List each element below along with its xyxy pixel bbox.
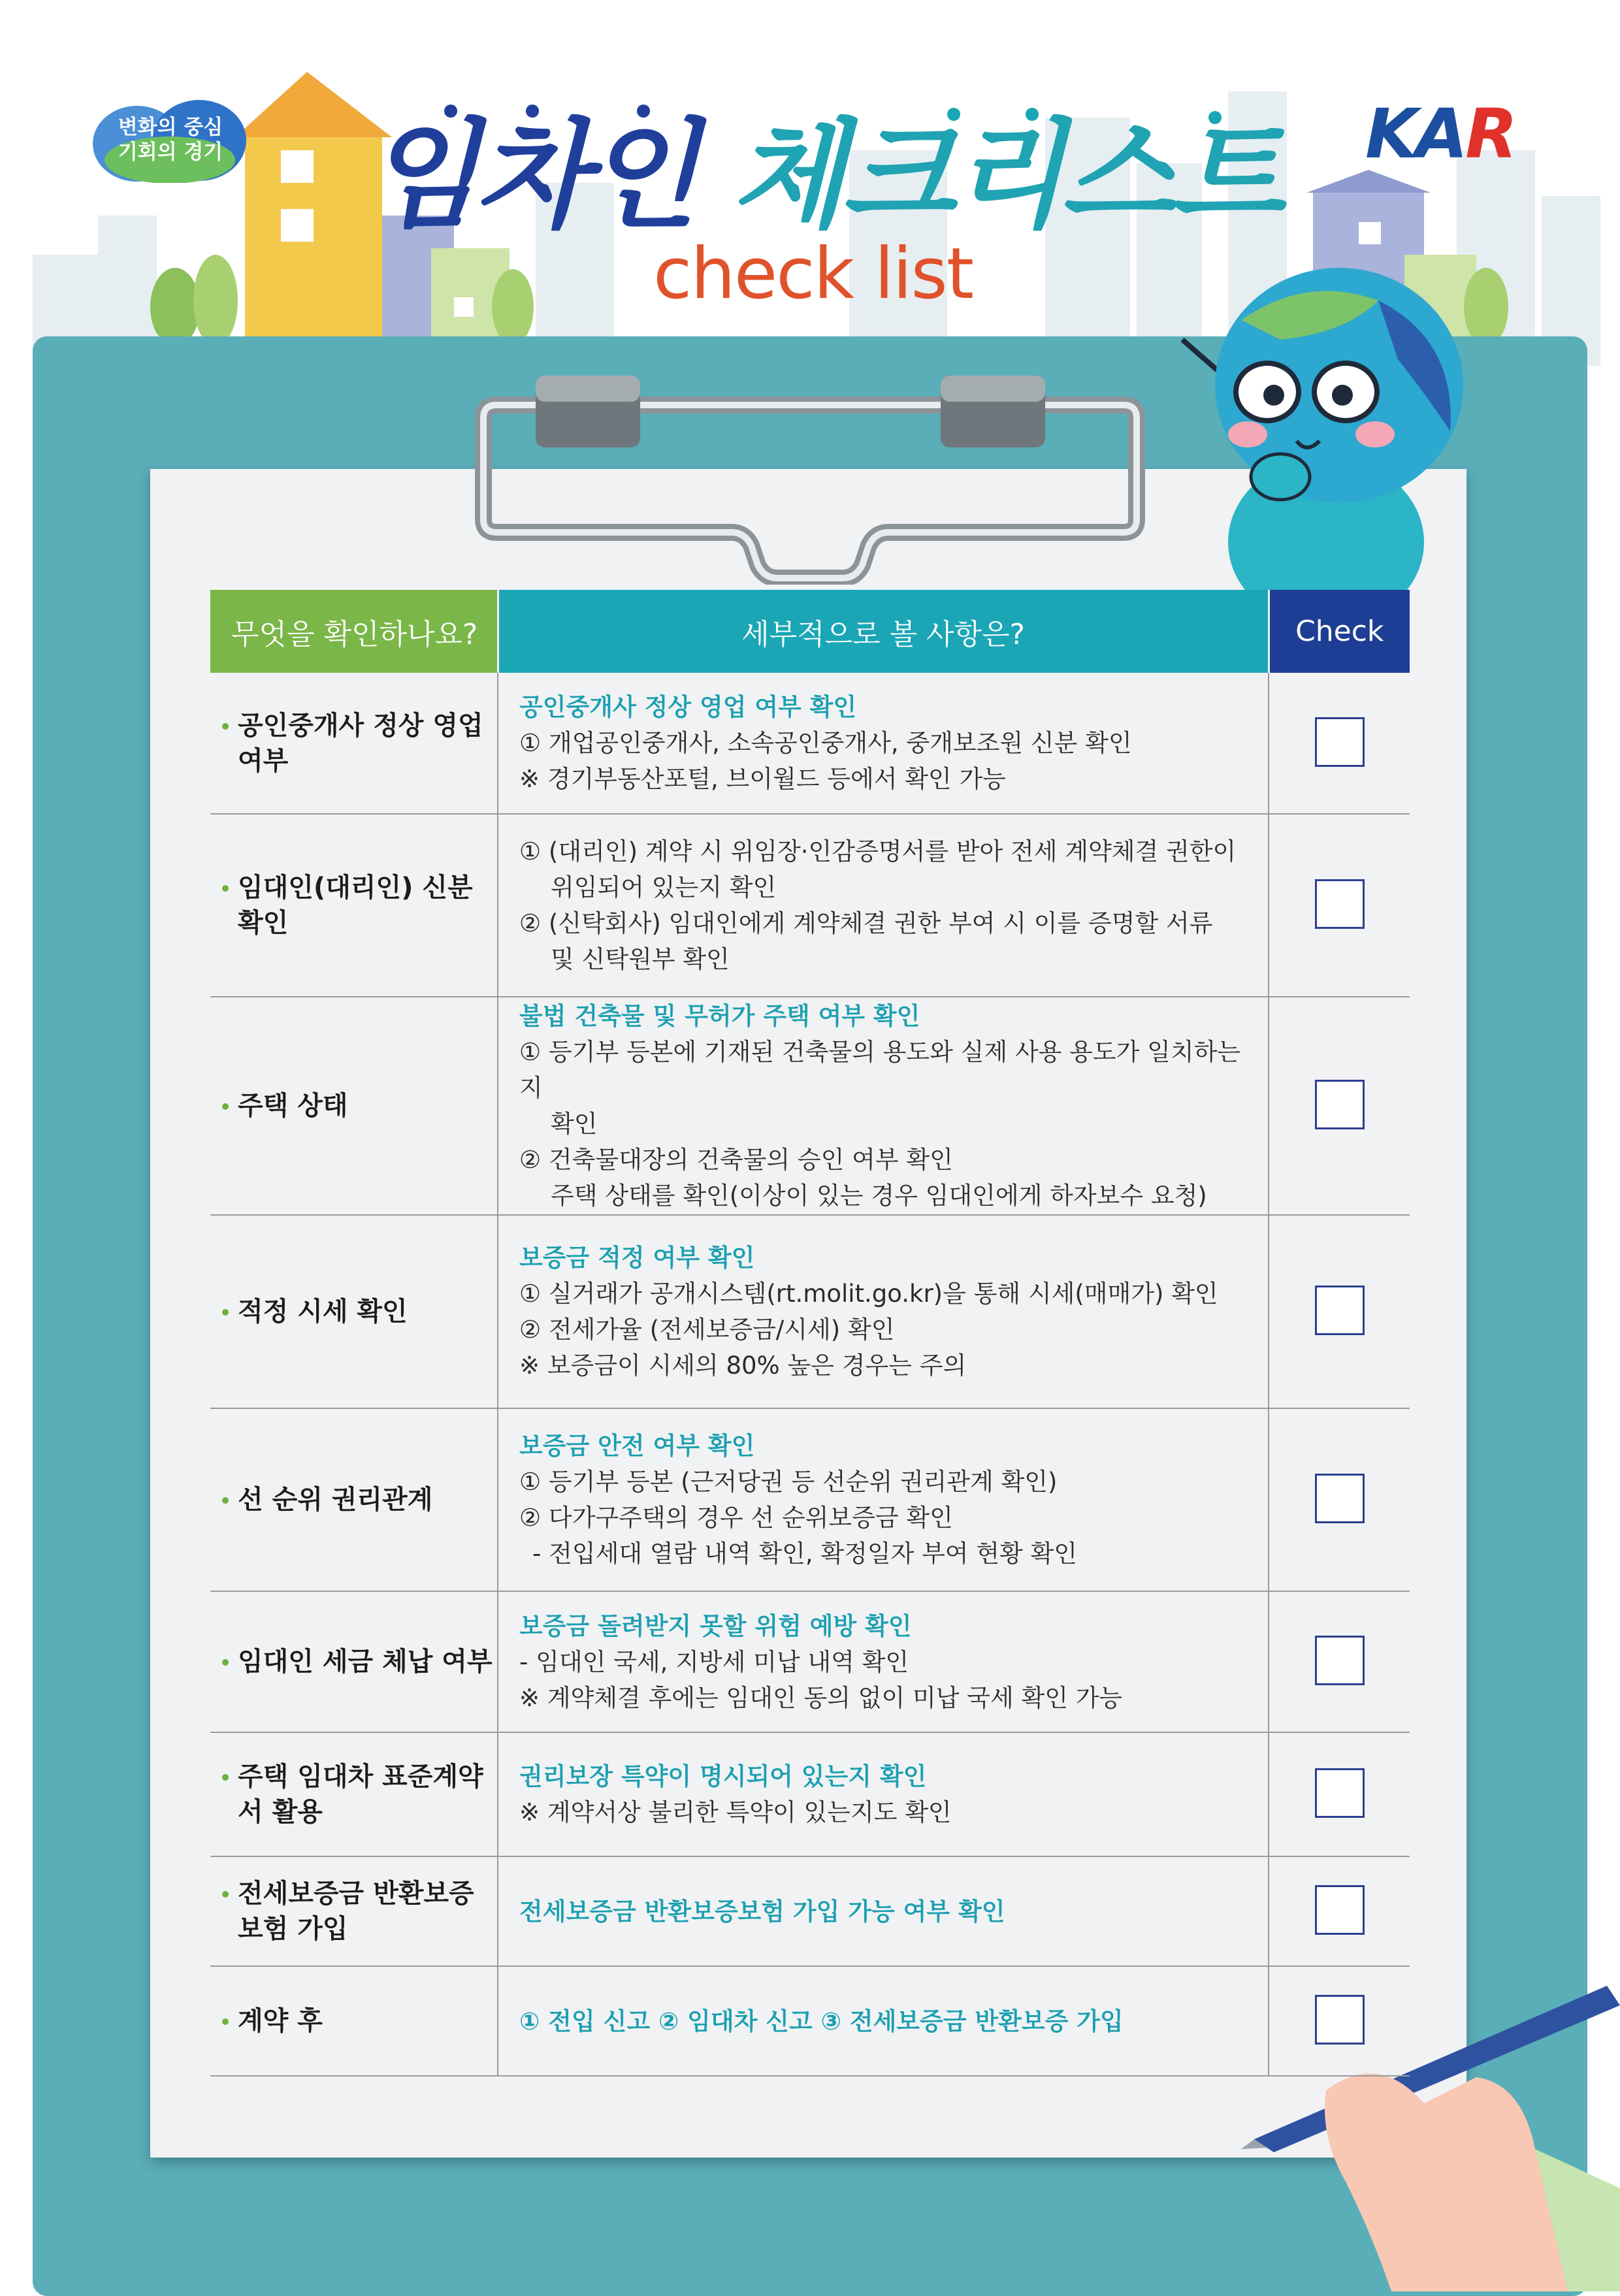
detail-title: 보증금 돌려받지 못할 위험 예방 확인 xyxy=(519,1611,912,1640)
detail-line: ※ 경기부동산포털, 브이월드 등에서 확인 가능 xyxy=(519,765,1006,793)
check-item-label: 적정 시세 확인 xyxy=(238,1297,408,1327)
list-item xyxy=(222,1088,496,1124)
check-item-label: 주택 임대차 표준계약서 활용 xyxy=(238,1762,483,1827)
detail-line: ① 개업공인중개사, 소속공인중개사, 중개보조원 신분 확인 xyxy=(519,729,1132,757)
badge-line-2: 기회의 경기 xyxy=(118,140,223,164)
detail-title: ① 전입 신고 ② 임대차 신고 ③ 전세보증금 반환보증 가입 xyxy=(519,2007,1124,2035)
checkbox[interactable] xyxy=(1315,1995,1365,2045)
detail-line: ② (신탁회사) 임대인에게 계약체결 권한 부여 시 이를 증명할 서류 xyxy=(519,909,1213,937)
badge-line-1: 변화의 중심 xyxy=(118,116,223,139)
detail-line: ※ 계약서상 불리한 특약이 있는지도 확인 xyxy=(519,1798,952,1826)
checkbox[interactable] xyxy=(1315,1885,1365,1935)
list-item xyxy=(222,2003,496,2039)
bullet-dot-icon xyxy=(222,2018,229,2025)
table-row xyxy=(210,814,1410,997)
checkbox[interactable] xyxy=(1315,879,1365,929)
detail-line: ② 다가구주택의 경우 선 순위보증금 확인 xyxy=(519,1504,953,1532)
title-part-1: 임차인 xyxy=(366,108,732,244)
detail-line: ① 등기부 등본에 기재된 건축물의 용도와 실제 사용 용도가 일치하는지 xyxy=(519,1038,1241,1102)
detail-line: 및 신탁원부 확인 xyxy=(551,945,730,973)
bullet-dot-icon xyxy=(222,1309,229,1316)
checkbox[interactable] xyxy=(1315,1768,1365,1818)
detail-title: 권리보장 특약이 명시되어 있는지 확인 xyxy=(519,1762,927,1790)
detail-line: 확인 xyxy=(551,1110,598,1138)
list-item xyxy=(222,708,496,779)
bullet-dot-icon xyxy=(222,723,229,730)
detail-line: ※ 계약체결 후에는 임대인 동의 없이 미납 국세 확인 가능 xyxy=(519,1683,1123,1712)
detail-title: 불법 건축물 및 무허가 주택 여부 확인 xyxy=(519,1002,920,1030)
checkbox[interactable] xyxy=(1315,1080,1365,1129)
kar-logo xyxy=(1365,94,1515,174)
detail-line: - 전입세대 열람 내역 확인, 확정일자 부여 현황 확인 xyxy=(532,1540,1078,1568)
check-item-label: 임대인 세금 체납 여부 xyxy=(238,1647,493,1677)
list-item xyxy=(222,1294,496,1329)
page-subtitle: check list xyxy=(653,233,973,315)
check-item-label: 선 순위 권리관계 xyxy=(238,1485,433,1515)
column-header-check: Check xyxy=(1269,590,1410,673)
bullet-dot-icon xyxy=(222,885,229,892)
check-item-label: 주택 상태 xyxy=(238,1091,348,1121)
check-item-label: 전세보증금 반환보증 보험 가입 xyxy=(238,1879,474,1944)
detail-line: - 임대인 국세, 지방세 미납 내역 확인 xyxy=(519,1647,909,1676)
list-item xyxy=(222,1482,496,1517)
detail-line: 주택 상태를 확인(이상이 있는 경우 임대인에게 하자보수 요청) xyxy=(551,1182,1207,1210)
title-part-2: 체크리스트 xyxy=(732,108,1280,244)
column-header-what: 무엇을 확인하나요? xyxy=(210,590,498,673)
bullet-dot-icon xyxy=(222,1659,229,1666)
checklist-table xyxy=(210,590,1410,2077)
check-item-label: 공인중개사 정상 영업 여부 xyxy=(238,710,483,776)
check-item-label: 계약 후 xyxy=(238,2006,323,2036)
detail-line: ① 실거래가 공개시스템(rt.molit.go.kr)을 통해 시세(매매가) 확인 xyxy=(519,1280,1218,1308)
checkbox[interactable] xyxy=(1315,1285,1365,1335)
detail-line: ※ 보증금이 시세의 80% 높은 경우는 주의 xyxy=(519,1351,967,1380)
table-header-row xyxy=(210,590,1410,673)
check-item-label: 임대인(대리인) 신분 확인 xyxy=(238,873,473,938)
list-item xyxy=(222,870,496,941)
table-row xyxy=(210,1966,1410,2076)
bullet-dot-icon xyxy=(222,1103,229,1110)
detail-line: ① 등기부 등본 (근저당권 등 선순위 권리관계 확인) xyxy=(519,1468,1058,1496)
page-title xyxy=(366,108,1280,244)
logo-part-2: R xyxy=(1465,94,1515,174)
list-item xyxy=(222,1759,496,1830)
detail-line: 위임되어 있는지 확인 xyxy=(551,873,777,901)
table-row xyxy=(210,1591,1410,1732)
mascot-character-illustration xyxy=(1163,261,1502,627)
checkbox[interactable] xyxy=(1315,1636,1365,1685)
detail-title: 전세보증금 반환보증보험 가입 가능 여부 확인 xyxy=(519,1897,1005,1926)
column-header-details: 세부적으로 볼 사항은? xyxy=(498,590,1269,673)
detail-title: 공인중개사 정상 영업 여부 확인 xyxy=(519,693,857,721)
detail-title: 보증금 적정 여부 확인 xyxy=(519,1244,755,1272)
detail-line: ① (대리인) 계약 시 위임장·인감증명서를 받아 전세 계약체결 권한이 xyxy=(519,837,1237,865)
checkbox[interactable] xyxy=(1315,1474,1365,1523)
table-row xyxy=(210,673,1410,814)
table-row xyxy=(210,1215,1410,1408)
bullet-dot-icon xyxy=(222,1497,229,1504)
table-row xyxy=(210,1408,1410,1591)
detail-line: ② 전세가율 (전세보증금/시세) 확인 xyxy=(519,1316,895,1344)
detail-line: ② 건축물대장의 건축물의 승인 여부 확인 xyxy=(519,1146,953,1174)
table-row xyxy=(210,1732,1410,1856)
clipboard-clip-icon xyxy=(470,369,1150,585)
bullet-dot-icon xyxy=(222,1891,229,1898)
logo-part-1: KA xyxy=(1365,94,1466,174)
slogan-badge-text xyxy=(98,115,243,165)
table-row xyxy=(210,997,1410,1215)
checkbox[interactable] xyxy=(1315,717,1365,767)
detail-title: 보증금 안전 여부 확인 xyxy=(519,1432,755,1460)
list-item xyxy=(222,1876,496,1947)
list-item xyxy=(222,1644,496,1679)
bullet-dot-icon xyxy=(222,1774,229,1781)
table-row xyxy=(210,1856,1410,1966)
